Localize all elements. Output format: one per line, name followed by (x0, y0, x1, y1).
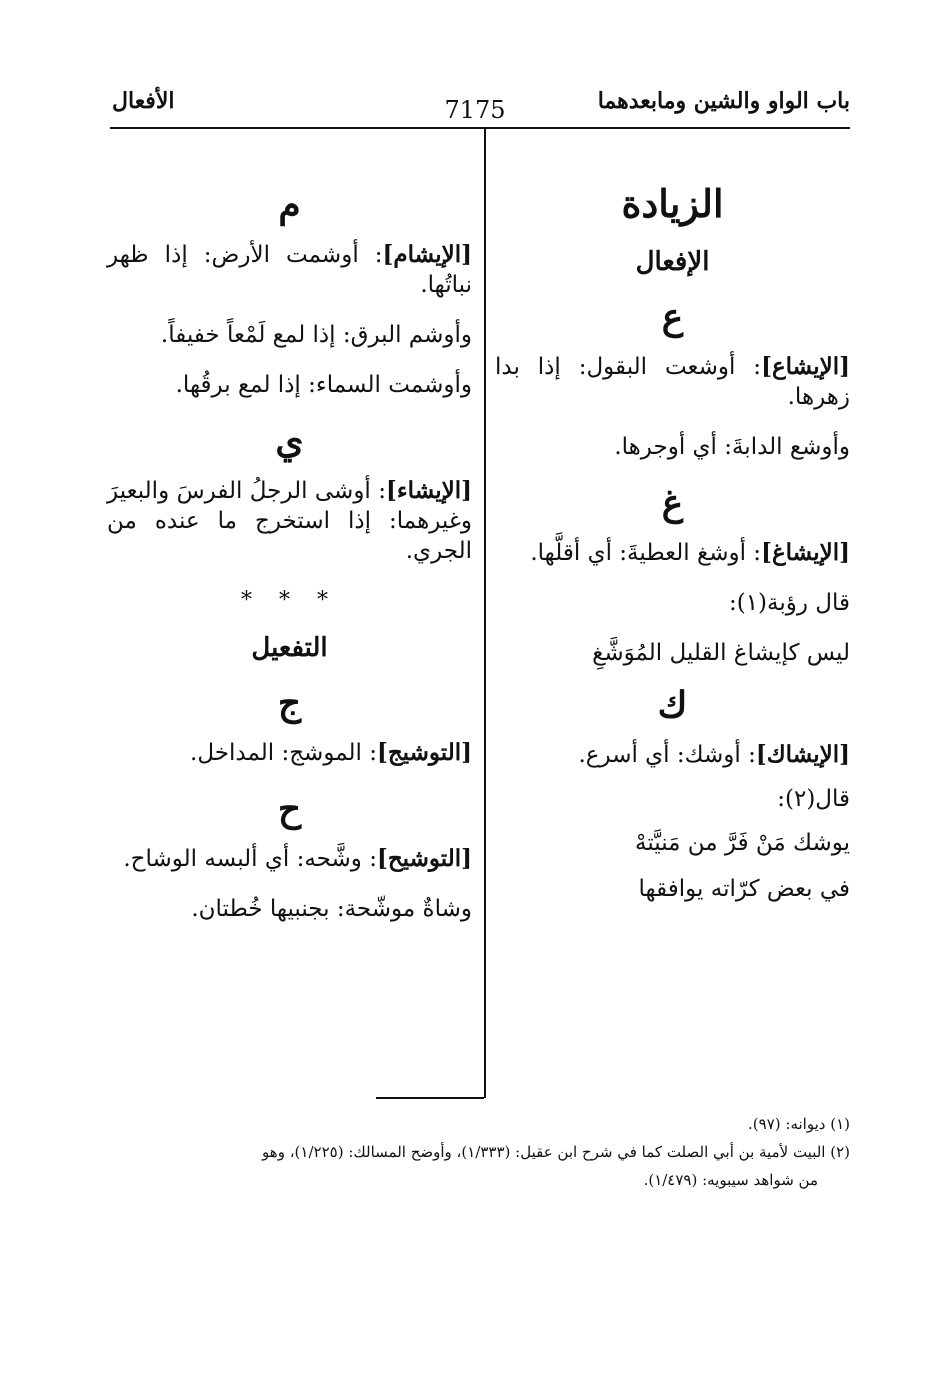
entry (107, 320, 472, 350)
page-number: 7175 (444, 96, 506, 124)
entry-text: : وشَّحه: أي ألبسه الوشاح. (123, 846, 377, 872)
entry-text: وشاةٌ موشّحة: بجنبيها خُطتان. (191, 896, 472, 922)
right-column (495, 170, 850, 920)
section-separator: * * * (241, 588, 338, 613)
entry-keyword: [الإيشاك] (755, 741, 850, 768)
header-divider (110, 127, 850, 129)
column-divider (484, 128, 486, 1098)
poetry-verse (495, 828, 850, 858)
entry (107, 894, 472, 924)
letter-heading: ج (277, 682, 302, 724)
letter-heading: ك (657, 684, 688, 726)
entry-keyword: [الإيشاء] (385, 477, 472, 504)
footnotes (110, 1110, 850, 1194)
entry-text: قال(٢): (777, 786, 850, 812)
letter-heading: غ (661, 482, 684, 524)
entry-text: : أوشك: أي أسرع. (578, 742, 756, 768)
running-head-section: الأفعال (112, 88, 175, 114)
entry (495, 784, 850, 814)
verse-text: ليس كإيشاغ القليل المُوَشَّغِ (592, 640, 850, 666)
verse-text: يوشك مَنْ فَرَّ من مَنيَّتهْ (635, 830, 850, 856)
footnote: (٢) البيت لأمية بن أبي الصلت كما في شرح ابن عقيل: (١/٣٣٣)، وأوضح المسالك: (١/٢٢٥)، وهو (262, 1143, 850, 1161)
verse-text: في بعض كرّاته يوافقها (638, 876, 850, 902)
footnote-continuation: من شواهد سيبويه: (١/٤٧٩). (643, 1171, 818, 1189)
entry-text: : الموشج: المداخل. (190, 740, 377, 766)
running-head-chapter: باب الواو والشين ومابعدهما (597, 88, 850, 114)
subsection-heading: التفعيل (251, 633, 328, 663)
entry (107, 476, 472, 566)
entry-text: : أوشى الرجلُ الفرسَ والبعيرَ وغيرهما: إذا استخرج ما عنده من الجري. (107, 478, 472, 564)
poetry-verse (495, 638, 850, 668)
entry-keyword: [الإيشاغ] (761, 539, 850, 566)
section-heading: الزيادة (621, 181, 724, 226)
entry (495, 740, 850, 770)
entry (495, 432, 850, 462)
entry (495, 588, 850, 618)
entry (495, 352, 850, 412)
entry (495, 538, 850, 568)
left-column (107, 170, 472, 944)
entry-keyword: [الإيشاع] (761, 353, 850, 380)
entry (107, 240, 472, 300)
entry-keyword: [التوشيح] (376, 845, 472, 872)
entry (107, 738, 472, 768)
letter-heading: ح (277, 788, 302, 830)
entry-text: وأوشمت السماء: إذا لمع برقُها. (175, 372, 472, 398)
letter-heading: م (278, 184, 301, 226)
entry-text: : أوشمت الأرض: إذا ظهر نباتُها. (107, 242, 472, 298)
entry (107, 844, 472, 874)
entry-keyword: [الإيشام] (382, 241, 472, 268)
entry-text: وأوشع الدابةَ: أي أوجرها. (614, 434, 850, 460)
entry-text: : أوشعت البقول: إذا بدا زهرها. (495, 354, 850, 410)
letter-heading: ع (661, 296, 684, 338)
entry-keyword: [التوشيج] (376, 739, 472, 766)
entry-text: وأوشم البرق: إذا لمع لَمْعاً خفيفاً. (160, 322, 472, 348)
poetry-verse (495, 874, 850, 904)
entry (107, 370, 472, 400)
entry-text: قال رؤبة(١): (728, 590, 850, 616)
footnote-divider (376, 1097, 484, 1099)
entry-text: : أوشغ العطيةَ: أي أقلَّها. (530, 540, 762, 566)
footnote: (١) ديوانه: (٩٧). (748, 1115, 850, 1133)
subsection-heading: الإفعال (635, 247, 710, 277)
letter-heading: ي (275, 420, 304, 462)
